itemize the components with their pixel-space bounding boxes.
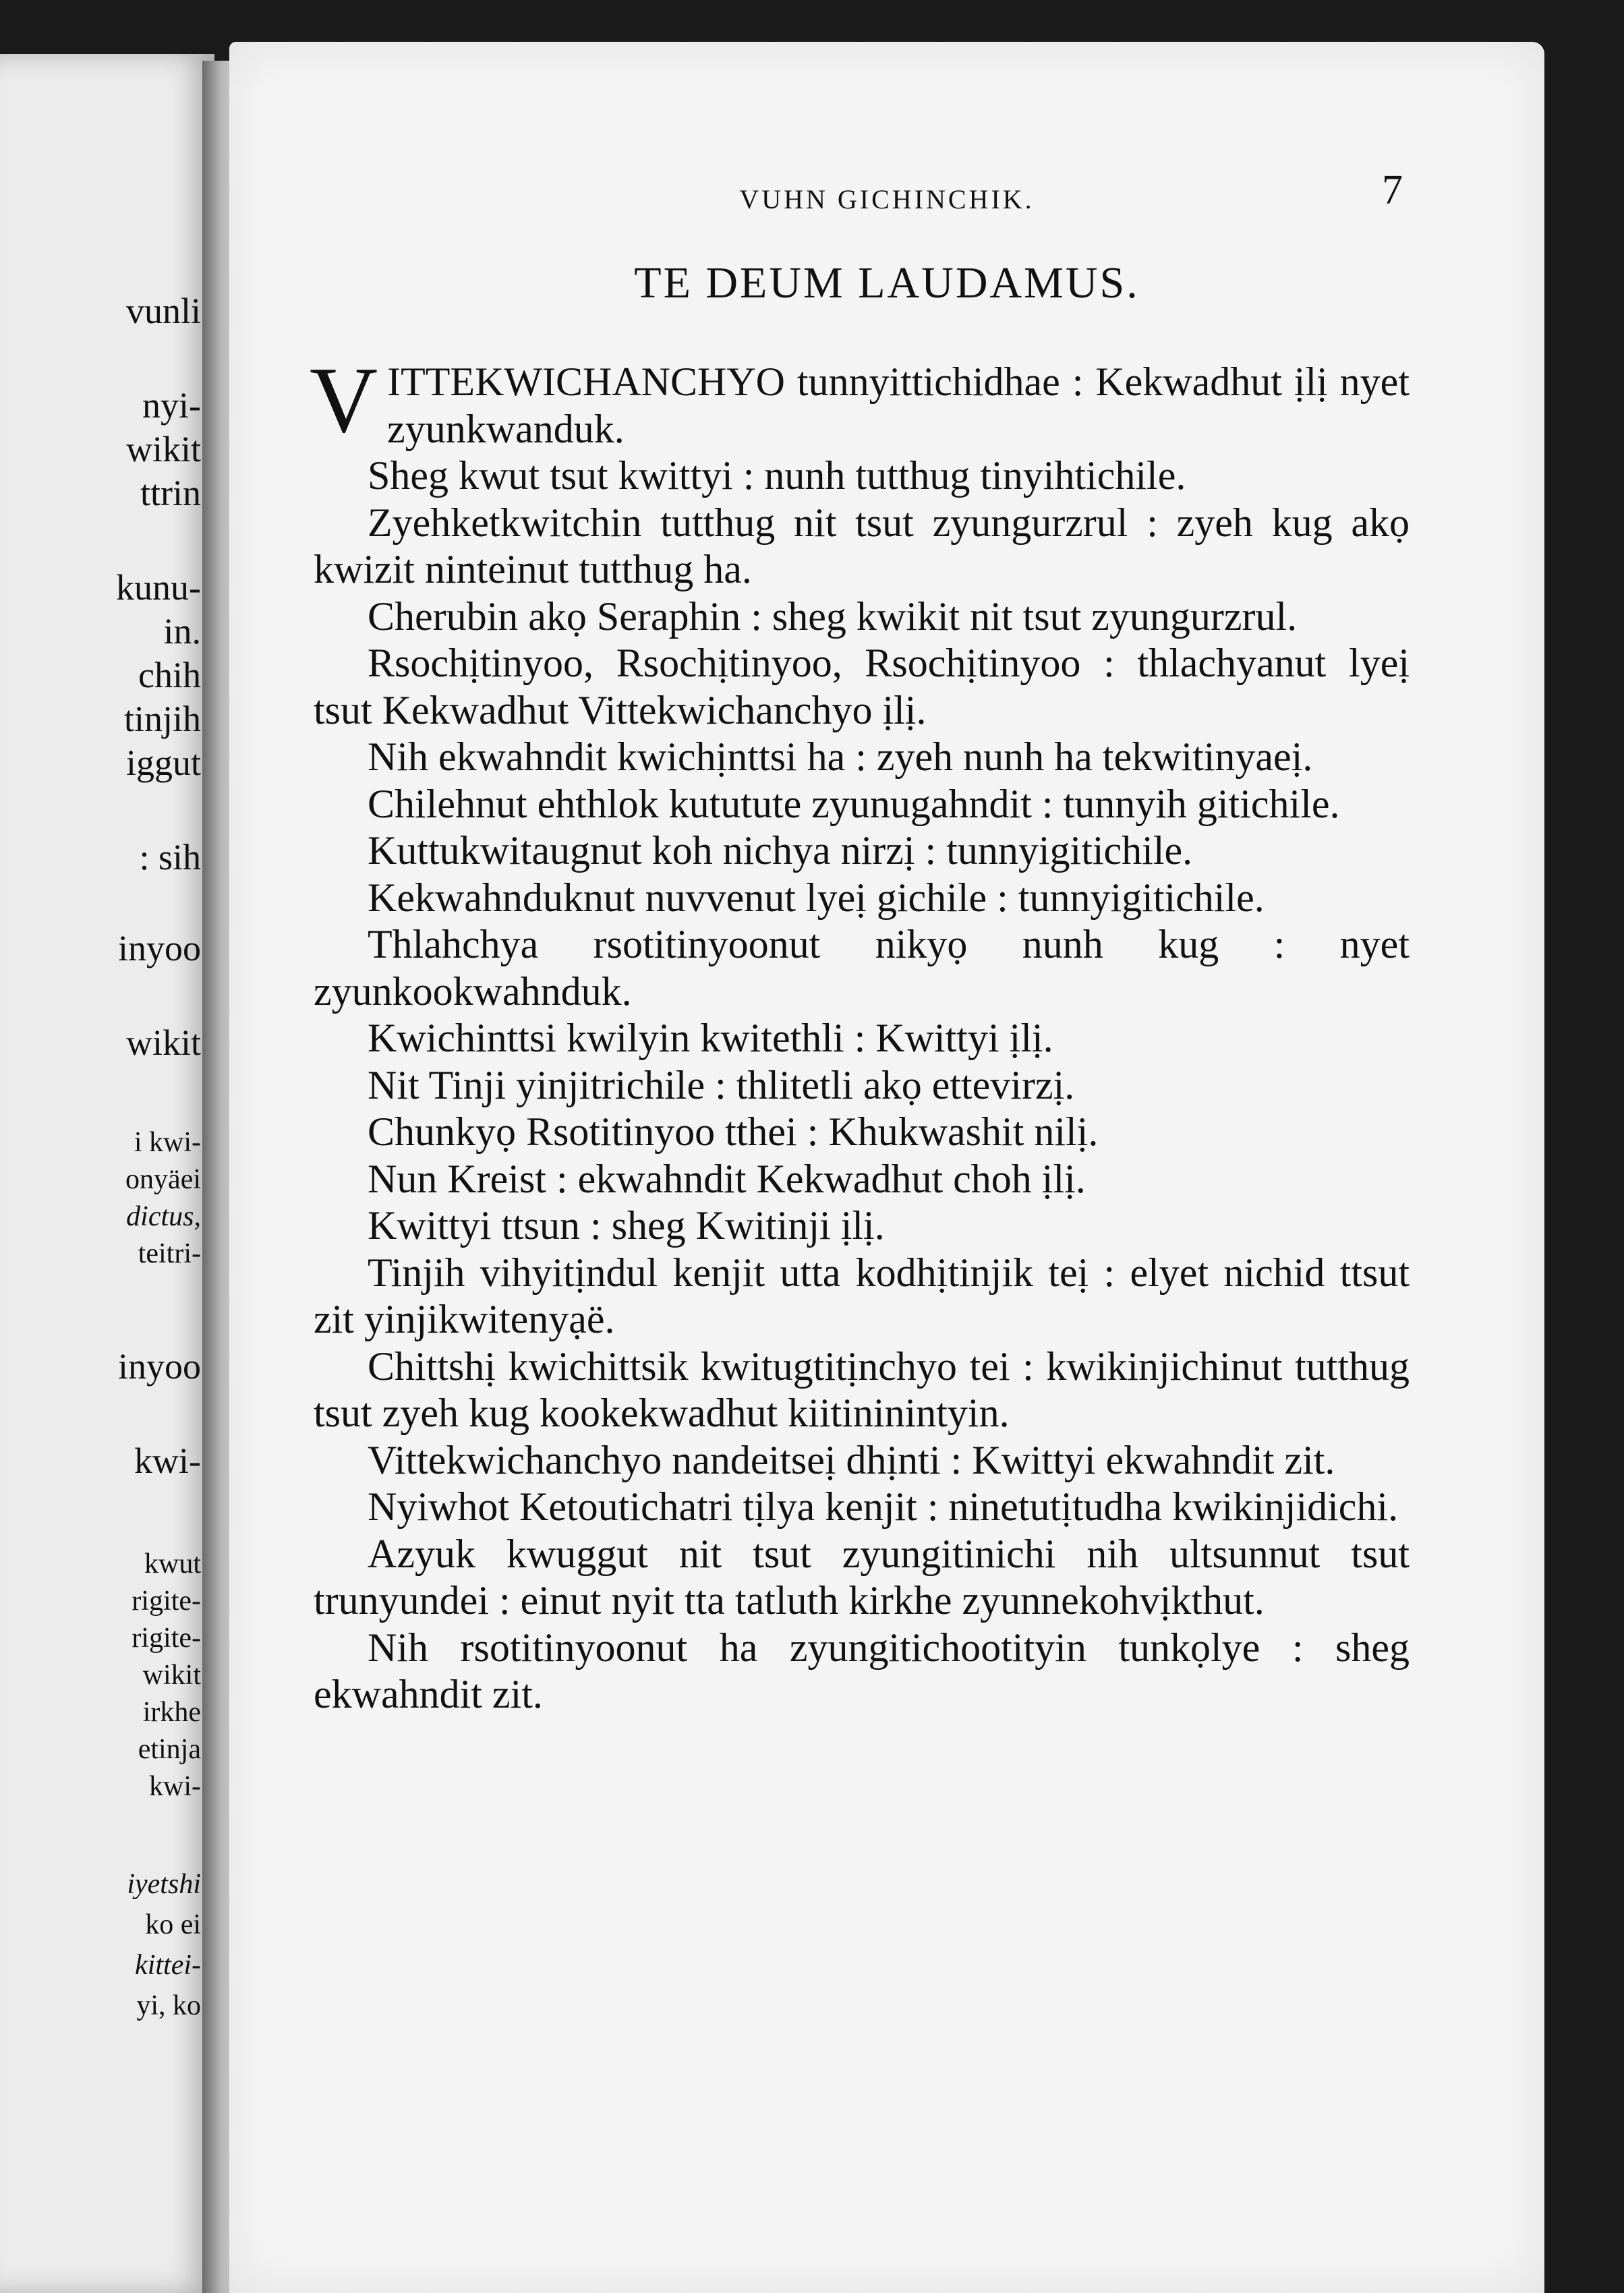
facing-page-fragment: : sih bbox=[139, 837, 201, 877]
verse bbox=[314, 1250, 1410, 1343]
verse-text: Rsochịtinyoo, Rsochịtinyoo, Rsochịtinyoo : thlachyanut lyeị tsut Kekwadhut Vittekwichanchyo ịlị. bbox=[314, 641, 1410, 732]
verse-text: Nih ekwahndit kwichịnttsi ha : zyeh nunh ha tekwitinyaeị. bbox=[368, 734, 1313, 779]
verse-text: Zyehketkwitchin tutthug nit tsut zyungurzrul : zyeh kug akọ kwizit ninteinut tutthug ha. bbox=[314, 500, 1410, 591]
facing-page-fragment: iggut bbox=[125, 743, 201, 783]
facing-page-fragment: kwi- bbox=[149, 1771, 201, 1802]
facing-page-fragment: wikit bbox=[125, 1022, 201, 1063]
verse-text: Nun Kreist : ekwahndit Kekwadhut choh ịlị. bbox=[368, 1156, 1086, 1201]
verse bbox=[314, 1484, 1410, 1531]
facing-page-fragment: i kwi- bbox=[134, 1127, 201, 1158]
verse bbox=[314, 640, 1410, 734]
verse bbox=[314, 875, 1410, 922]
verse-text: ITTEKWICHANCHYO tunnyittichidhae : Kekwadhut ịlị nyet zyunkwanduk. bbox=[387, 359, 1410, 451]
verse-text: Kekwahnduknut nuvvenut lyeị gichile : tunnyigitichile. bbox=[368, 875, 1265, 920]
verse bbox=[310, 348, 1410, 453]
verse bbox=[314, 453, 1410, 500]
verse-text: Sheg kwut tsut kwittyi : nunh tutthug tinyihtichile. bbox=[368, 453, 1186, 498]
facing-page-fragment: yi, ko bbox=[136, 1990, 201, 2021]
page-number: 7 bbox=[1382, 167, 1403, 213]
facing-page-fragment: kwut bbox=[144, 1548, 201, 1579]
verse-text: Nih rsotitinyoonut ha zyungitichootityin tunkọlye : sheg ekwahndit zit. bbox=[314, 1625, 1410, 1716]
drop-cap: V bbox=[310, 348, 378, 453]
verse bbox=[314, 828, 1410, 875]
verse-text: Chilehnut ehthlok kututute zyunugahndit : tunnyih gitichile. bbox=[368, 781, 1340, 826]
verse-text: Chunkyọ Rsotitinyoo tthei : Khukwashit nilị. bbox=[368, 1109, 1099, 1154]
verse-text: Tinjih vihyitịndul kenjit utta kodhịtinjik teị : elyet nichid ttsut zit yinjikwitenyạë. bbox=[314, 1250, 1410, 1341]
verse bbox=[314, 1625, 1410, 1718]
verse-text: Kwichinttsi kwilyin kwitethli : Kwittyi ịlị. bbox=[368, 1016, 1053, 1060]
verse bbox=[314, 1062, 1410, 1109]
facing-page-fragment: wikit bbox=[142, 1660, 201, 1691]
verse bbox=[314, 1343, 1410, 1437]
verse bbox=[314, 1202, 1410, 1250]
verse bbox=[314, 921, 1410, 1015]
facing-page-fragment: ttrin bbox=[140, 473, 201, 513]
verse-text: Thlahchya rsotitinyoonut nikyọ nunh kug : nyet zyunkookwahnduk. bbox=[314, 922, 1410, 1014]
verse bbox=[314, 1437, 1410, 1484]
verse-text: Azyuk kwuggut nit tsut zyungitinichi nih ultsunnut tsut trunyundei : einut nyit tta tatluth kirkhe zyunnekohvịkthut. bbox=[314, 1531, 1410, 1623]
facing-page-fragment: irkhe bbox=[142, 1697, 201, 1728]
facing-page-fragment: etinja bbox=[138, 1734, 201, 1765]
facing-page-fragment: onyäei bbox=[125, 1164, 201, 1195]
facing-page-fragment: ko ei bbox=[145, 1909, 201, 1940]
facing-page-fragment: kwi- bbox=[134, 1441, 201, 1481]
book-page bbox=[229, 42, 1544, 2293]
facing-page-fragment: dictus, bbox=[126, 1201, 201, 1232]
verse-text: Kwittyi ttsun : sheg Kwitinji ịlị. bbox=[368, 1203, 885, 1248]
running-head: VUHN GICHINCHIK. bbox=[739, 184, 1035, 214]
verse bbox=[314, 1156, 1410, 1203]
facing-page-fragment: kunu- bbox=[116, 567, 201, 608]
section-title: TE DEUM LAUDAMUS. bbox=[634, 258, 1140, 308]
facing-page-fragment: inyoo bbox=[117, 928, 201, 968]
verse-text: Nyiwhot Ketoutichatri tịlya kenjit : ninetutịtudha kwikinjidichi. bbox=[368, 1484, 1399, 1529]
facing-page-edge bbox=[0, 54, 214, 2293]
facing-page-fragment: rigite- bbox=[132, 1586, 201, 1617]
verse bbox=[314, 781, 1410, 828]
facing-page-fragment: kittei- bbox=[135, 1950, 201, 1981]
verse-text: Nit Tinji yinjitrichile : thlitetli akọ ettevirzị. bbox=[368, 1062, 1075, 1107]
facing-page-fragment: teitri- bbox=[138, 1238, 201, 1269]
verse bbox=[314, 500, 1410, 593]
hymn-text bbox=[310, 348, 1410, 1718]
verse bbox=[314, 1531, 1410, 1625]
verse-text: Cherubin akọ Seraphin : sheg kwikit nit tsut zyungurzrul. bbox=[368, 593, 1298, 639]
verse-text: Vittekwichanchyo nandeitseị dhịnti : Kwittyi ekwahndit zit. bbox=[368, 1437, 1335, 1482]
facing-page-fragment: inyoo bbox=[117, 1346, 201, 1387]
verse-text: Kuttukwitaugnut koh nichya nirzị : tunnyigitichile. bbox=[368, 828, 1193, 873]
verse bbox=[314, 734, 1410, 781]
verse bbox=[314, 593, 1410, 641]
facing-page-fragment: iyetshi bbox=[127, 1869, 201, 1900]
verse bbox=[314, 1109, 1410, 1156]
verse bbox=[314, 1015, 1410, 1062]
facing-page-fragment: vunli bbox=[125, 291, 201, 331]
facing-page-fragment: nyi- bbox=[142, 385, 201, 426]
facing-page-fragment: chih bbox=[138, 655, 201, 695]
facing-page-fragment: in. bbox=[163, 611, 201, 651]
facing-page-fragment: rigite- bbox=[132, 1623, 201, 1654]
facing-page-fragment: wikit bbox=[125, 429, 201, 469]
facing-page-fragment: tinjih bbox=[123, 699, 201, 739]
verse-text: Chittshị kwichittsik kwitugtitịnchyo tei : kwikinjichinut tutthug tsut zyeh kug kookekwadhut kiitininintyin. bbox=[314, 1343, 1410, 1435]
